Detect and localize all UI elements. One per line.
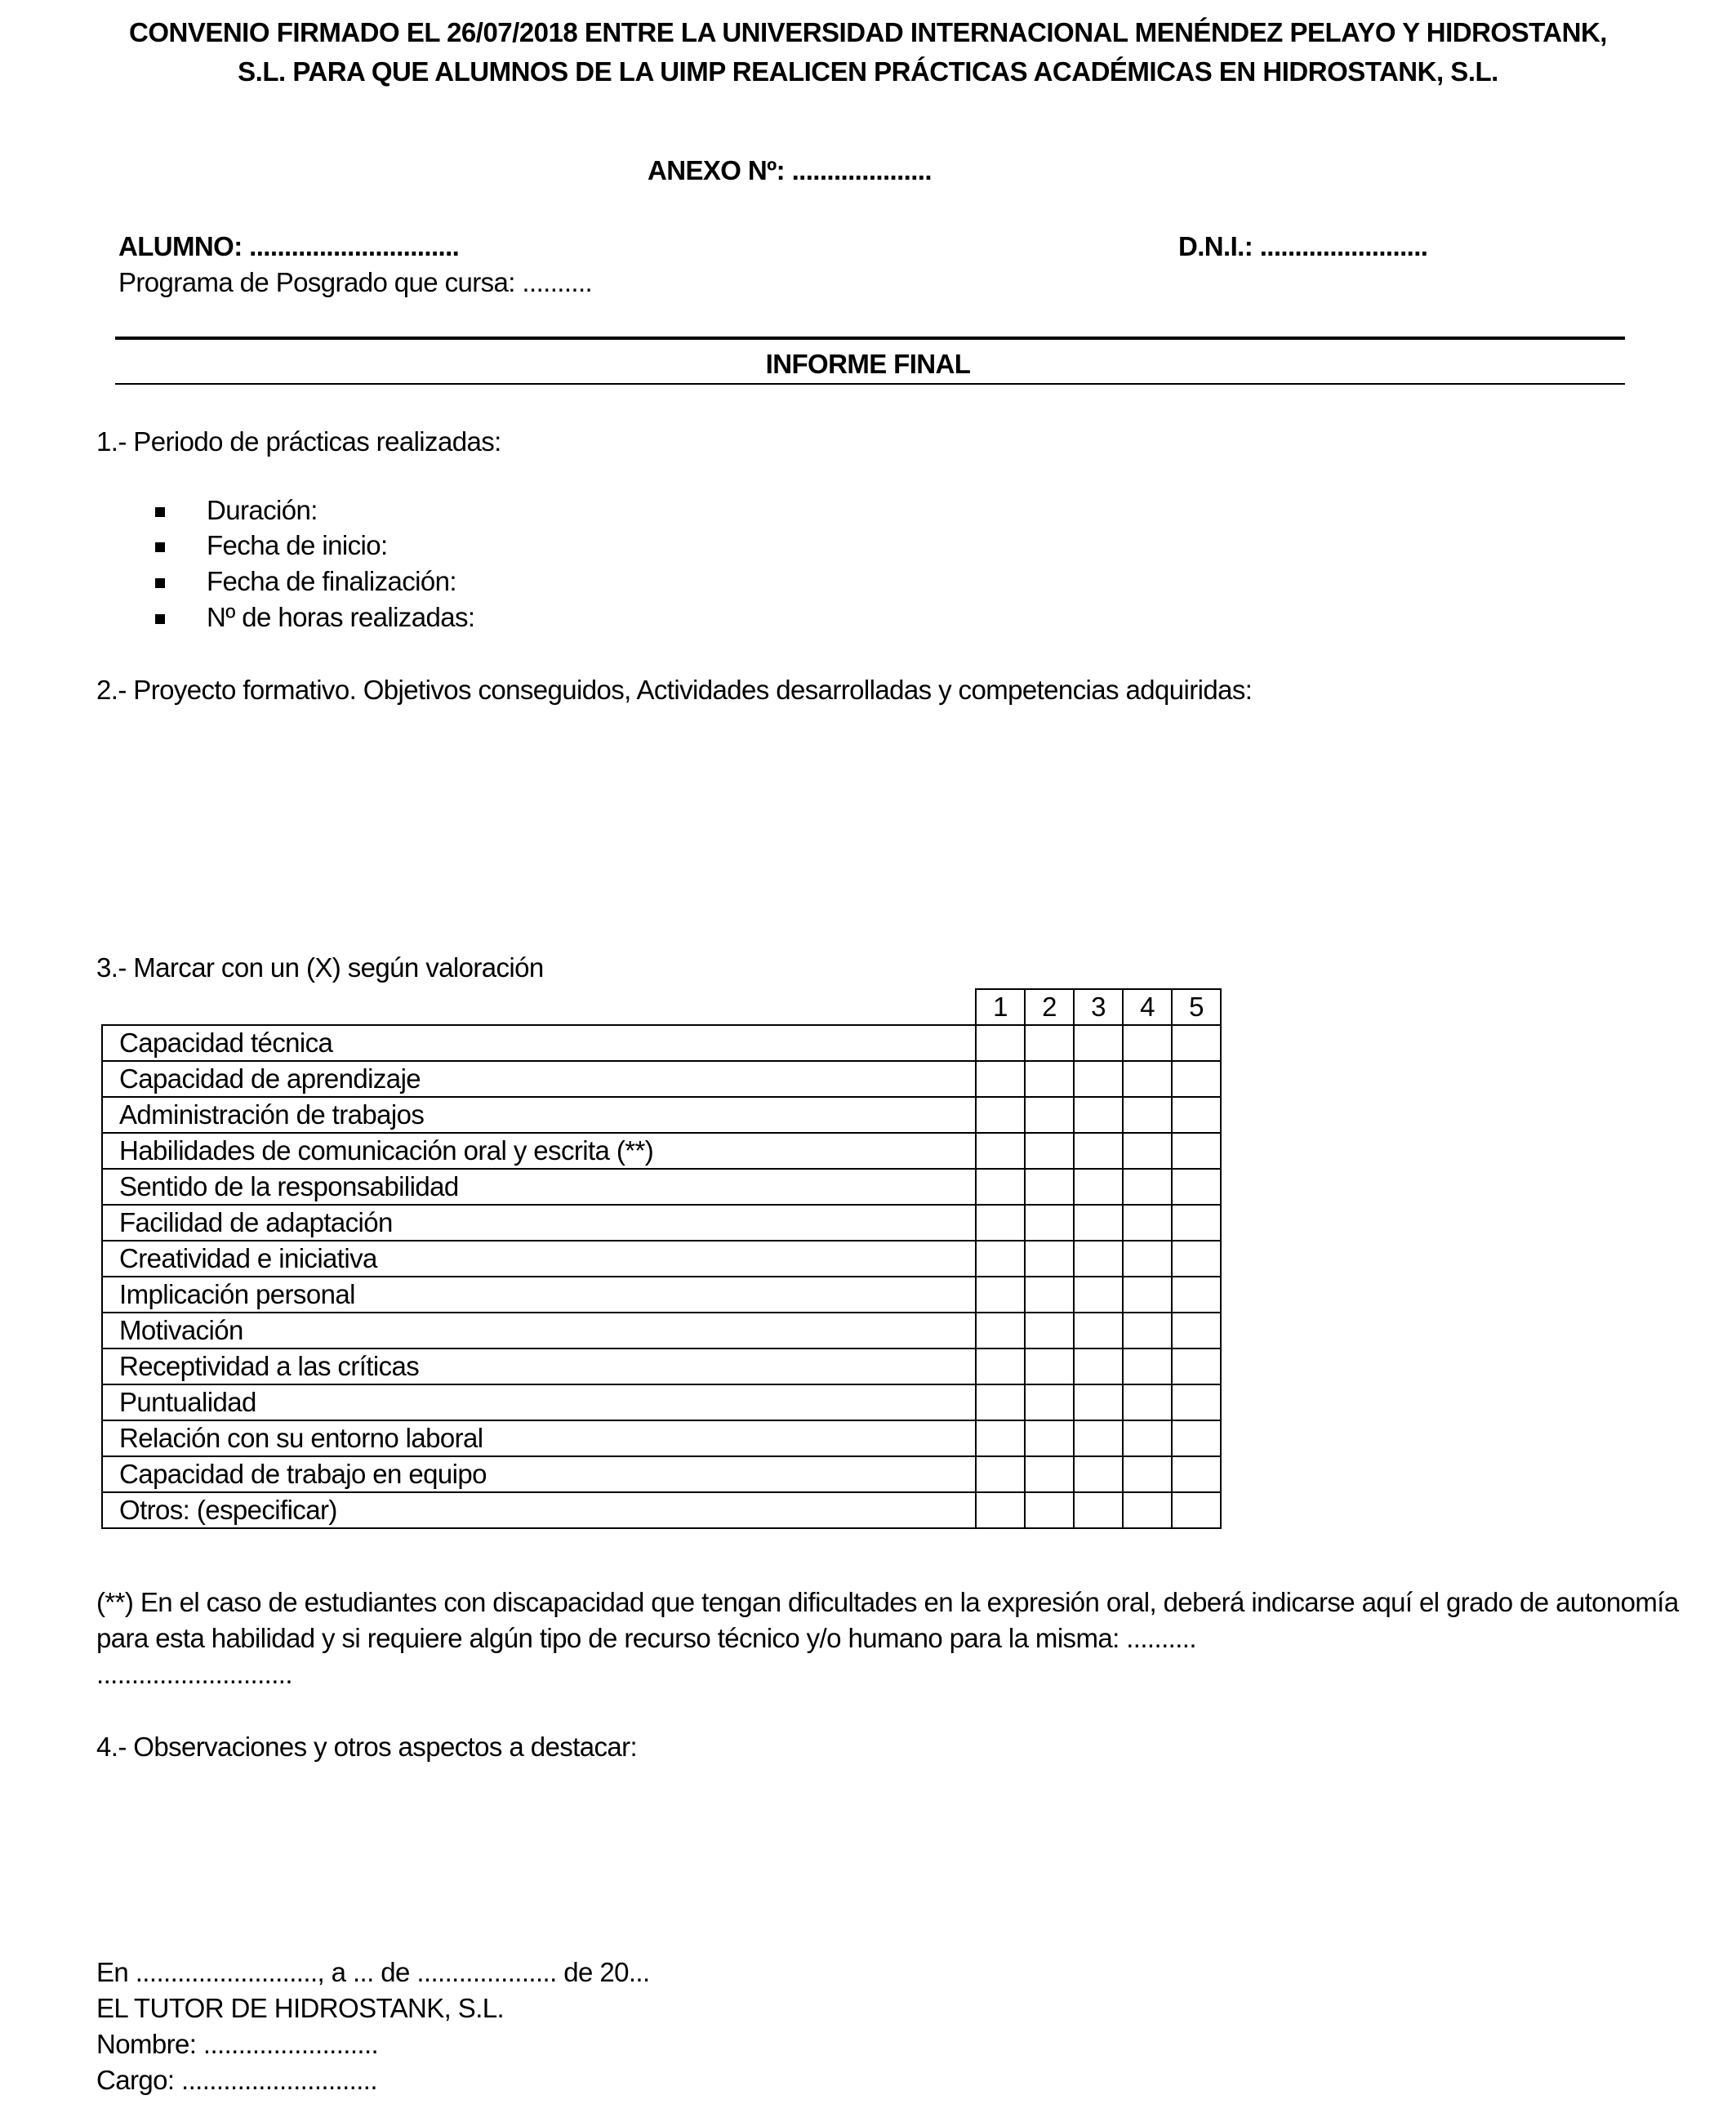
bullet-item-fecha-inicio: Fecha de inicio: — [207, 530, 388, 560]
rating-checkbox-2[interactable] — [1025, 1348, 1074, 1384]
rating-checkbox-1[interactable] — [976, 1025, 1025, 1061]
criterion-label: Capacidad técnica — [102, 1025, 976, 1061]
rating-row — [102, 1025, 1221, 1061]
rating-checkbox-1[interactable] — [976, 1097, 1025, 1133]
rating-checkbox-3[interactable] — [1074, 1420, 1123, 1456]
rating-checkbox-4[interactable] — [1123, 1492, 1172, 1528]
rating-checkbox-1[interactable] — [976, 1169, 1025, 1205]
rating-checkbox-4[interactable] — [1123, 1205, 1172, 1241]
rating-checkbox-1[interactable] — [976, 1205, 1025, 1241]
rating-row — [102, 1384, 1221, 1420]
rating-checkbox-5[interactable] — [1172, 1456, 1221, 1492]
rating-checkbox-5[interactable] — [1172, 1420, 1221, 1456]
rating-checkbox-3[interactable] — [1074, 1456, 1123, 1492]
informe-title: INFORME FINAL — [765, 349, 971, 379]
rating-checkbox-5[interactable] — [1172, 1492, 1221, 1528]
rating-checkbox-1[interactable] — [976, 1384, 1025, 1420]
rating-checkbox-2[interactable] — [1025, 1241, 1074, 1277]
rating-row — [102, 1313, 1221, 1348]
rating-checkbox-1[interactable] — [976, 1420, 1025, 1456]
accessibility-note-line-1: (**) En el caso de estudiantes con discapacidad que tengan dificultades en la expresión oral, deberá indicarse aquí el grado de autonomía — [96, 1587, 1679, 1617]
section-2-heading: 2.- Proyecto formativo. Objetivos conseguidos, Actividades desarrolladas y competencias adquiridas: — [96, 675, 1253, 705]
alumno-field: ALUMNO: .............................. — [118, 231, 460, 261]
bullet-square-icon — [155, 614, 165, 624]
top-rule — [115, 337, 1625, 340]
rating-checkbox-4[interactable] — [1123, 1384, 1172, 1420]
signature-nombre: Nombre: ......................... — [96, 2029, 379, 2059]
criterion-label: Puntualidad — [102, 1384, 976, 1420]
scale-4: 4 — [1123, 989, 1172, 1025]
programa-field: Programa de Posgrado que cursa: .......... — [118, 267, 593, 297]
rating-checkbox-3[interactable] — [1074, 1025, 1123, 1061]
rating-checkbox-1[interactable] — [976, 1241, 1025, 1277]
rating-checkbox-5[interactable] — [1172, 1205, 1221, 1241]
section-3-heading: 3.- Marcar con un (X) según valoración — [96, 952, 544, 983]
accessibility-note-line-3: ............................ — [96, 1659, 292, 1689]
rating-checkbox-3[interactable] — [1074, 1492, 1123, 1528]
rating-checkbox-4[interactable] — [1123, 1097, 1172, 1133]
criterion-label: Administración de trabajos — [102, 1097, 976, 1133]
rating-checkbox-5[interactable] — [1172, 1169, 1221, 1205]
rating-checkbox-4[interactable] — [1123, 1420, 1172, 1456]
anexo-field: ANEXO Nº: .................... — [648, 155, 932, 185]
scale-1: 1 — [976, 989, 1025, 1025]
criterion-label: Creatividad e iniciativa — [102, 1241, 976, 1277]
criterion-label: Sentido de la responsabilidad — [102, 1169, 976, 1205]
rating-checkbox-5[interactable] — [1172, 1097, 1221, 1133]
criterion-label: Motivación — [102, 1313, 976, 1348]
signature-tutor: EL TUTOR DE HIDROSTANK, S.L. — [96, 1993, 505, 2023]
criterion-label: Implicación personal — [102, 1277, 976, 1313]
rating-row — [102, 1205, 1221, 1241]
rating-row — [102, 1241, 1221, 1277]
section-1-heading: 1.- Periodo de prácticas realizadas: — [96, 426, 501, 457]
bullet-square-icon — [155, 507, 165, 517]
rating-checkbox-1[interactable] — [976, 1456, 1025, 1492]
rating-row — [102, 1456, 1221, 1492]
rating-header-blank — [102, 989, 976, 1025]
bullet-item-fecha-finalizacion: Fecha de finalización: — [207, 566, 456, 596]
rating-checkbox-4[interactable] — [1123, 1313, 1172, 1348]
rating-checkbox-5[interactable] — [1172, 1133, 1221, 1169]
rating-checkbox-1[interactable] — [976, 1348, 1025, 1384]
rating-checkbox-2[interactable] — [1025, 1313, 1074, 1348]
criterion-label: Facilidad de adaptación — [102, 1205, 976, 1241]
rating-checkbox-2[interactable] — [1025, 1025, 1074, 1061]
rating-checkbox-5[interactable] — [1172, 1313, 1221, 1348]
bullet-item-horas: Nº de horas realizadas: — [207, 602, 475, 632]
rating-checkbox-1[interactable] — [976, 1061, 1025, 1097]
rating-row — [102, 1061, 1221, 1097]
signature-place-date: En .........................., a ... de .................... de 20... — [96, 1957, 650, 1987]
rating-checkbox-2[interactable] — [1025, 1097, 1074, 1133]
rating-checkbox-4[interactable] — [1123, 1456, 1172, 1492]
rating-row — [102, 1277, 1221, 1313]
rating-checkbox-5[interactable] — [1172, 1348, 1221, 1384]
rating-checkbox-4[interactable] — [1123, 1061, 1172, 1097]
document-title — [82, 13, 1654, 91]
rating-row — [102, 1492, 1221, 1528]
rating-checkbox-2[interactable] — [1025, 1456, 1074, 1492]
rating-checkbox-4[interactable] — [1123, 1169, 1172, 1205]
title-line-2: S.L. PARA QUE ALUMNOS DE LA UIMP REALICEN PRÁCTICAS ACADÉMICAS EN HIDROSTANK, S.L. — [238, 56, 1498, 87]
rating-checkbox-3[interactable] — [1074, 1133, 1123, 1169]
rating-checkbox-1[interactable] — [976, 1492, 1025, 1528]
rating-checkbox-3[interactable] — [1074, 1205, 1123, 1241]
rating-checkbox-2[interactable] — [1025, 1492, 1074, 1528]
criterion-label: Capacidad de aprendizaje — [102, 1061, 976, 1097]
bullet-square-icon — [155, 542, 165, 552]
rating-checkbox-2[interactable] — [1025, 1133, 1074, 1169]
rating-checkbox-5[interactable] — [1172, 1025, 1221, 1061]
rating-checkbox-2[interactable] — [1025, 1420, 1074, 1456]
rating-checkbox-5[interactable] — [1172, 1384, 1221, 1420]
scale-3: 3 — [1074, 989, 1123, 1025]
signature-cargo: Cargo: ............................ — [96, 2065, 377, 2095]
rating-checkbox-5[interactable] — [1172, 1241, 1221, 1277]
rating-checkbox-2[interactable] — [1025, 1169, 1074, 1205]
bullet-item-duracion: Duración: — [207, 495, 318, 525]
criterion-label: Capacidad de trabajo en equipo — [102, 1456, 976, 1492]
rating-checkbox-5[interactable] — [1172, 1277, 1221, 1313]
rating-checkbox-2[interactable] — [1025, 1205, 1074, 1241]
criterion-label: Otros: (especificar) — [102, 1492, 976, 1528]
rating-row — [102, 1133, 1221, 1169]
rating-table — [101, 988, 1222, 1529]
rating-checkbox-1[interactable] — [976, 1277, 1025, 1313]
criterion-label: Habilidades de comunicación oral y escrita (**) — [102, 1133, 976, 1169]
rating-checkbox-4[interactable] — [1123, 1241, 1172, 1277]
rating-row — [102, 1097, 1221, 1133]
rating-checkbox-3[interactable] — [1074, 1097, 1123, 1133]
criterion-label: Relación con su entorno laboral — [102, 1420, 976, 1456]
rating-row — [102, 1420, 1221, 1456]
rating-checkbox-3[interactable] — [1074, 1061, 1123, 1097]
bullet-square-icon — [155, 578, 165, 588]
rating-checkbox-4[interactable] — [1123, 1133, 1172, 1169]
scale-2: 2 — [1025, 989, 1074, 1025]
rating-checkbox-3[interactable] — [1074, 1348, 1123, 1384]
rating-row — [102, 1169, 1221, 1205]
rating-checkbox-4[interactable] — [1123, 1277, 1172, 1313]
rating-checkbox-2[interactable] — [1025, 1384, 1074, 1420]
rating-checkbox-3[interactable] — [1074, 1169, 1123, 1205]
rating-checkbox-4[interactable] — [1123, 1025, 1172, 1061]
dni-field: D.N.I.: ........................ — [1178, 231, 1428, 261]
rating-checkbox-1[interactable] — [976, 1133, 1025, 1169]
title-line-1: CONVENIO FIRMADO EL 26/07/2018 ENTRE LA UNIVERSIDAD INTERNACIONAL MENÉNDEZ PELAYO Y HIDROSTANK, — [129, 17, 1607, 47]
bottom-rule — [115, 383, 1625, 385]
rating-checkbox-5[interactable] — [1172, 1061, 1221, 1097]
criterion-label: Receptividad a las críticas — [102, 1348, 976, 1384]
rating-checkbox-1[interactable] — [976, 1313, 1025, 1348]
rating-checkbox-3[interactable] — [1074, 1384, 1123, 1420]
rating-checkbox-3[interactable] — [1074, 1313, 1123, 1348]
rating-checkbox-2[interactable] — [1025, 1277, 1074, 1313]
section-4-heading: 4.- Observaciones y otros aspectos a destacar: — [96, 1732, 638, 1762]
rating-header-row — [102, 989, 1221, 1025]
rating-row — [102, 1348, 1221, 1384]
rating-checkbox-2[interactable] — [1025, 1061, 1074, 1097]
rating-checkbox-4[interactable] — [1123, 1348, 1172, 1384]
accessibility-note-line-2: para esta habilidad y si requiere algún tipo de recurso técnico y/o humano para la misma: .......... — [96, 1623, 1196, 1653]
scale-5: 5 — [1172, 989, 1221, 1025]
rating-checkbox-3[interactable] — [1074, 1241, 1123, 1277]
rating-checkbox-3[interactable] — [1074, 1277, 1123, 1313]
